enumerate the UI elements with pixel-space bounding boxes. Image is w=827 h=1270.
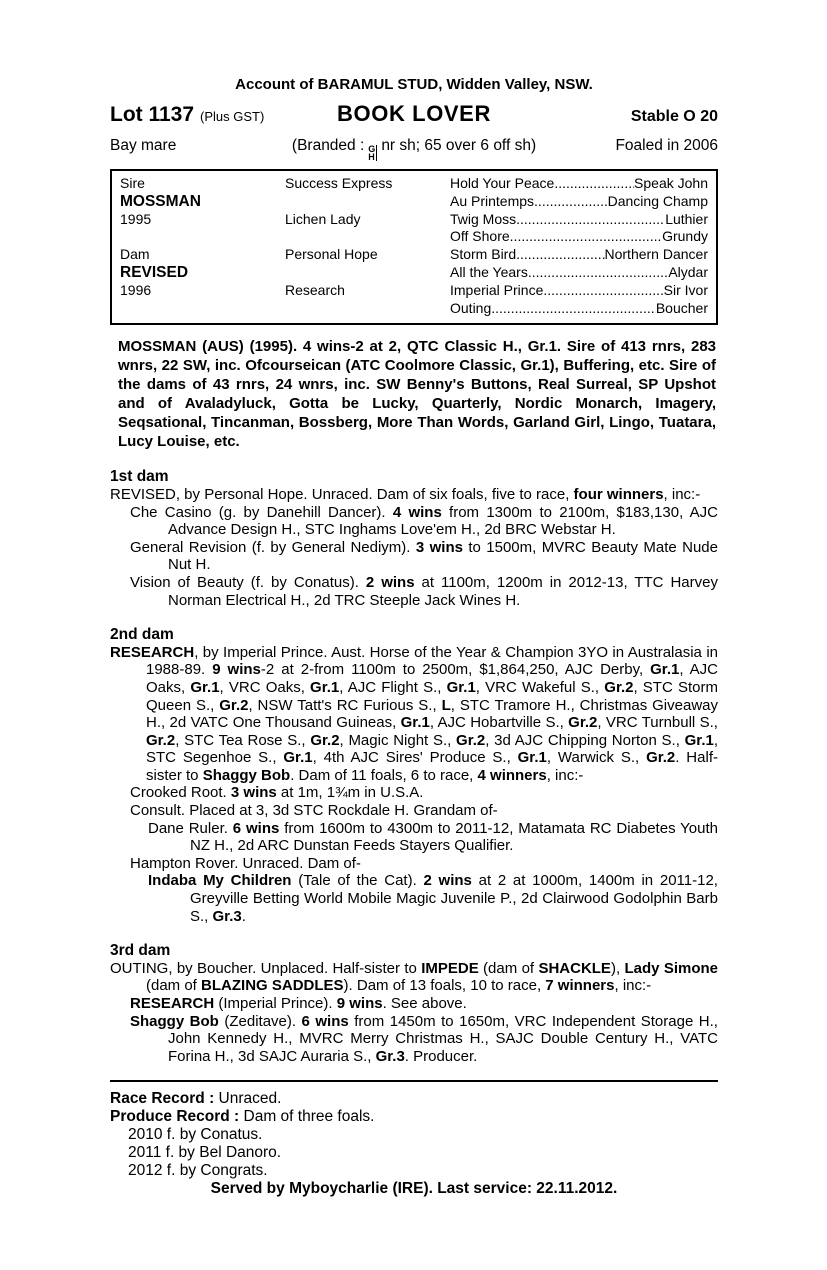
- dam-granddam-name: Research: [285, 281, 345, 298]
- dot-leader: [534, 193, 608, 211]
- sire-year: 1995: [120, 210, 152, 227]
- pedigree-row: [120, 193, 708, 211]
- section-3rd-dam: [110, 942, 718, 1065]
- lot-title-row: [110, 101, 718, 127]
- dam-name: REVISED: [120, 263, 189, 281]
- dot-leader: [491, 300, 656, 318]
- foaled-year: Foaled in 2006: [615, 137, 719, 154]
- produce-record-value: Dam of three foals.: [239, 1108, 375, 1126]
- produce-record-label: Produce Record :: [110, 1108, 240, 1126]
- brand-mark-icon: [368, 145, 377, 161]
- great-grandparent-sire: Sir Ivor: [663, 281, 708, 298]
- gst-note: (Plus GST): [200, 109, 265, 124]
- dam-paragraph: REVISED, by Personal Hope. Unraced. Dam of six foals, five to race, four winners, inc:-: [110, 485, 701, 503]
- brand-bottom-letter: H: [368, 152, 375, 162]
- divider-rule: [110, 1080, 718, 1082]
- great-grandparent: Au Printemps: [450, 192, 535, 209]
- grandsire-name: Success Express: [285, 175, 393, 191]
- sire-name: MOSSMAN: [120, 192, 201, 210]
- dot-leader: [528, 264, 668, 282]
- dot-leader: [516, 211, 665, 229]
- brand-suffix: nr sh; 65 over 6 off sh): [381, 137, 537, 154]
- produce-record-line: [110, 1108, 718, 1126]
- great-grandparent-sire: Grundy: [662, 228, 708, 245]
- progeny-entry: Consult. Placed at 3, 3d STC Rockdale H. Grandam of-: [130, 802, 498, 820]
- section-1st-dam: [110, 468, 718, 609]
- race-record-label: Race Record :: [110, 1090, 215, 1108]
- records-block: [110, 1090, 718, 1198]
- ancestor-pair: [450, 282, 708, 300]
- damsire-name: Personal Hope: [285, 246, 378, 263]
- section-heading: 3rd dam: [110, 942, 171, 960]
- ancestor-pair: [450, 175, 708, 193]
- pedigree-row: [120, 282, 708, 300]
- pedigree-row: [120, 300, 708, 318]
- pedigree-table: [110, 169, 718, 325]
- dam-role-label: Dam: [120, 246, 150, 263]
- ancestor-pair: [450, 193, 708, 211]
- ancestor-pair: [450, 264, 708, 282]
- ancestor-pair: [450, 211, 708, 229]
- great-grandparent-sire: Luthier: [665, 210, 708, 227]
- progeny-entry: RESEARCH (Imperial Prince). 9 wins. See above.: [130, 995, 467, 1012]
- section-2nd-dam: [110, 626, 718, 925]
- catalogue-page: [110, 76, 718, 1198]
- dot-leader: [554, 175, 634, 193]
- dam-paragraph: RESEARCH, by Imperial Prince. Aust. Horse of the Year & Champion 3YO in Australasia in 1988-89. 9 wins-2 at 2-from 1100m to 2500m, $1,864,250, AJC Derby, Gr.1, AJC Oaks, Gr.1, VRC Oaks, Gr.1, AJC Flight S., Gr.1, VRC Wakeful S., Gr.2, STC Storm Queen S., Gr.2, NSW Tatt's RC Furious S., L, STC Tramore H., Christmas Giveaway H., 2d VATC One Thousand Guineas, Gr.1, AJC Hobartville S., Gr.2, VRC Turnbull S., Gr.2, STC Tea Rose S., Gr.2, Magic Night S., Gr.2, 3d AJC Chipping Norton S., Gr.1, STC Segenhoe S., Gr.1, 4th AJC Sires' Produce S., Gr.1, Warwick S., Gr.2. Half-sister to Shaggy Bob. Dam of 11 foals, 6 to race, 4 winners, inc:-: [110, 643, 718, 784]
- section-heading: 2nd dam: [110, 626, 174, 644]
- lot-group: [110, 103, 337, 127]
- great-grandparent: Hold Your Peace: [450, 175, 555, 191]
- horse-name: BOOK LOVER: [337, 101, 491, 126]
- great-grandparent-sire: Boucher: [655, 299, 708, 316]
- sire-summary: MOSSMAN (AUS) (1995). 4 wins-2 at 2, QTC Classic H., Gr.1. Sire of 413 rnrs, 283 wnrs, 22 SW, inc. Ofcourseican (ATC Coolmore Classic, Gr.1), Buffering, etc. Sire of the dams of 43 rnrs, 24 wnrs, inc. SW Benny's Buttons, Real Surreal, SP Upshot and of Avaladyluck, Gotta be Lucky, Quarterly, Nordic Monarch, Imagery, Seqsational, Tincanman, Bossberg, More Than Words, Garland Girl, Lingo, Tuatara, Lucy Louise, etc.: [118, 338, 716, 451]
- great-grandparent-sire: Speak John: [634, 175, 708, 191]
- great-grandparent: Twig Moss: [450, 210, 517, 227]
- ancestor-pair: [450, 300, 708, 318]
- vendor-account-line: Account of BARAMUL STUD, Widden Valley, NSW.: [235, 76, 593, 93]
- great-grandparent-sire: Northern Dancer: [604, 246, 708, 263]
- sex-colour: Bay mare: [110, 137, 177, 154]
- pedigree-row: [120, 264, 708, 282]
- progeny-entry: Che Casino (g. by Danehill Dancer). 4 wins from 1300m to 2100m, $183,130, AJC Advance Design H., STC Inghams Love'em H., 2d BRC Webstar H.: [130, 503, 719, 539]
- pedigree-row: [120, 246, 708, 264]
- lot-number: Lot 1137: [110, 103, 195, 126]
- foal-entry: 2012 f. by Congrats.: [128, 1161, 268, 1179]
- great-grandparent: All the Years: [450, 263, 528, 280]
- section-heading: 1st dam: [110, 468, 169, 486]
- great-grandparent: Outing: [450, 299, 492, 316]
- progeny-entry: Shaggy Bob (Zeditave). 6 wins from 1450m to 1650m, VRC Independent Storage H., John Kennedy H., MVRC Merry Christmas H., SAJC Double Century H., VATC Forina H., 3d SAJC Auraria S., Gr.3. Producer.: [130, 1012, 718, 1065]
- foal-entry: 2011 f. by Bel Danoro.: [128, 1143, 282, 1161]
- progeny-entry: Indaba My Children (Tale of the Cat). 2 wins at 2 at 1000m, 1400m in 2011-12, Greyville Betting World Mobile Magic Juvenile P., 2d Clairwood Godolphin Barb S., Gr.3.: [148, 872, 718, 925]
- pedigree-row: [120, 175, 708, 193]
- great-grandparent-sire: Alydar: [668, 263, 708, 280]
- ancestor-pair: [450, 246, 708, 264]
- pedigree-row: [120, 211, 708, 229]
- great-grandparent-sire: Dancing Champ: [607, 192, 708, 209]
- brand-description: [291, 137, 537, 162]
- progeny-entry: Vision of Beauty (f. by Conatus). 2 wins at 1100m, 1200m in 2012-13, TTC Harvey Norman Electrical H., 2d TRC Steeple Jack Wines H.: [130, 573, 718, 609]
- granddam-name: Lichen Lady: [285, 210, 361, 227]
- progeny-entry: Hampton Rover. Unraced. Dam of-: [130, 854, 361, 872]
- sire-role-label: Sire: [120, 175, 145, 191]
- foal-entry: 2010 f. by Conatus.: [128, 1125, 263, 1143]
- great-grandparent: Storm Bird: [450, 246, 517, 263]
- stable-number: Stable O 20: [630, 108, 718, 125]
- dot-leader: [516, 246, 604, 264]
- race-record-value: Unraced.: [214, 1090, 282, 1108]
- race-record-line: [110, 1090, 718, 1108]
- ancestor-pair: [450, 228, 708, 246]
- brand-prefix: (Branded :: [291, 137, 365, 154]
- progeny-entry: Dane Ruler. 6 wins from 1600m to 4300m to 2011-12, Matamata RC Diabetes Youth NZ H., 2d ARC Dunstan Feeds Stayers Qualifier.: [148, 819, 718, 855]
- dot-leader: [543, 282, 663, 300]
- pedigree-row: [120, 228, 708, 246]
- dam-year: 1996: [120, 281, 152, 298]
- description-row: [110, 137, 719, 162]
- served-by-line: Served by Myboycharlie (IRE). Last service: 22.11.2012.: [210, 1180, 618, 1198]
- progeny-entry: Crooked Root. 3 wins at 1m, 1¾m in U.S.A.: [130, 784, 424, 802]
- brand-top-letter: G: [368, 144, 376, 154]
- great-grandparent: Off Shore: [450, 228, 510, 245]
- dam-paragraph: OUTING, by Boucher. Unplaced. Half-sister to IMPEDE (dam of SHACKLE), Lady Simone (dam of BLAZING SADDLES). Dam of 13 foals, 10 to race, 7 winners, inc:-: [110, 959, 719, 995]
- great-grandparent: Imperial Prince: [450, 281, 544, 298]
- dot-leader: [510, 228, 662, 246]
- progeny-entry: General Revision (f. by General Nediym). 3 wins to 1500m, MVRC Beauty Mate Nude Nut H.: [130, 538, 718, 574]
